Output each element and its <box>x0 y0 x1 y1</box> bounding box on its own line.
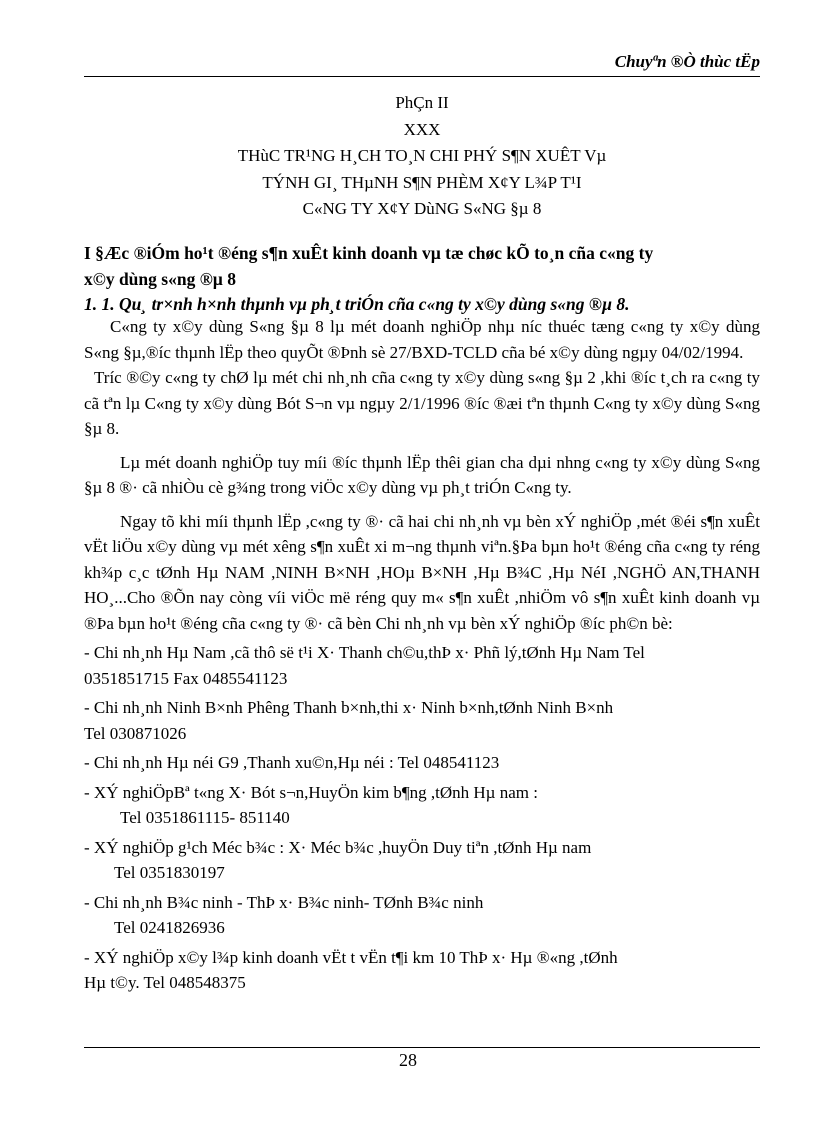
branch-item-6-detail: Tel 0241826936 <box>114 918 225 937</box>
chapter-heading <box>84 90 760 223</box>
branch-item-2: - Chi nh¸nh Ninh B×nh Phêng Thanh b×nh,thi x· Ninh b×nh,tØnh Ninh B×nh <box>84 698 614 717</box>
header-title: Chuyªn ®Ò thùc tËp <box>614 52 760 71</box>
subsection-title: 1. 1. Qu¸ tr×nh h×nh thµnh vµ ph¸t triÓn cña c«ng ty x©y dùng s«ng ®µ 8. <box>84 294 630 314</box>
heading-line-2: TÝNH GI¸ THµNH S¶N PHÈM X¢Y L¾P T¹I <box>262 172 582 192</box>
branch-item-2-detail: Tel 030871026 <box>84 723 187 743</box>
branch-item-6: - Chi nh¸nh B¾c ninh - ThÞ x· B¾c ninh- TØnh B¾c ninh <box>84 892 484 912</box>
page-number: 28 <box>399 1050 417 1070</box>
heading-part: PhÇn II <box>395 93 449 112</box>
footer-rule <box>84 1047 760 1048</box>
branch-item-7-detail: Hµ t©y. Tel 048548375 <box>84 973 246 992</box>
heading-line-3: C«NG TY X¢Y DùNG S«NG §µ 8 <box>302 199 542 218</box>
branch-item-5-detail: Tel 0351830197 <box>114 863 225 882</box>
branch-item-7: - XÝ nghiÖp x©y l¾p kinh doanh vËt t vËn t¶i km 10 ThÞ x· Hµ ®«ng ,tØnh <box>84 947 618 967</box>
branch-item-1: - Chi nh¸nh Hµ Nam ,cã thô së t¹i X· Thanh ch©u,thÞ x· Phñ lý,tØnh Hµ Nam Tel <box>84 643 645 662</box>
branch-list <box>84 640 760 996</box>
section-title-line-2: x©y dùng s«ng ®µ 8 <box>84 269 236 289</box>
branch-item-5: - XÝ nghiÖp g¹ch Méc b¾c : X· Méc b¾c ,huyÖn Duy tiªn ,tØnh Hµ nam <box>84 837 592 857</box>
paragraph-1: C«ng ty x©y dùng S«ng §µ 8 lµ mét doanh nghiÖp nhµ níc thuéc tæng c«ng ty x©y dùng S«ng §µ,®íc thµnh lËp theo quyÕt ®Þnh sè 27/BXD-TCLD cña bé x©y dùng ngµy 04/02/1994. <box>84 317 760 362</box>
heading-line-1: THùC TR¹NG H¸CH TO¸N CHI PHÝ S¶N XUÊT Vµ <box>237 146 607 165</box>
paragraph-2: Tríc ®©y c«ng ty chØ lµ mét chi nh¸nh cña c«ng ty x©y dùng s«ng §µ 2 ,khi ®íc t¸ch ra c«ng ty cã tªn lµ C«ng ty x©y dùng Bót S¬n vµ ngµy 2/1/1996 ®íc ®æi tªn thµnh C«ng ty x©y dùng S«ng §µ 8. <box>84 368 760 438</box>
section-title-line-1: I §Æc ®iÓm ho¹t ®éng s¶n xuÊt kinh doanh vµ tæ chøc kÕ to¸n cña c«ng ty <box>84 243 654 263</box>
section-title <box>84 240 760 292</box>
branch-item-1-detail: 0351851715 Fax 0485541123 <box>84 668 288 688</box>
heading-code: XXX <box>403 119 441 139</box>
paragraph-4: Ngay tõ khi míi thµnh lËp ,c«ng ty ®· cã hai chi nh¸nh vµ bèn xÝ nghiÖp ,mét ®éi s¶n xuÊt vËt liÖu x©y dùng vµ mét xêng s¶n xuÊt xi m¬ng thµnh viªn.§Þa bµn ho¹t ®éng cña c«ng ty réng kh¾p c¸c tØnh Hµ NAM ,NINH B×NH ,HOµ B×NH ,Hµ B¾C ,Hµ NéI ,NGHÖ AN,THANH HO¸...Cho ®Õn nay còng víi viÖc më réng quy m« s¶n xuÊt ,nhiÖm vô s¶n xuÊt kinh doanh vµ ®Þa bµn ho¹t ®éng cña c«ng ty ®· cã bèn Chi nh¸nh vµ bèn xÝ nghiÖp ®íc ph©n bè: <box>84 511 760 633</box>
header-rule <box>84 76 760 77</box>
branch-item-3: - Chi nh¸nh Hµ néi G9 ,Thanh xu©n,Hµ néi : Tel 048541123 <box>84 753 500 772</box>
branch-item-4-detail: Tel 0351861115- 851140 <box>120 808 290 827</box>
paragraph-3: Lµ mét doanh nghiÖp tuy míi ®íc thµnh lËp thêi gian cha dµi nhng c«ng ty x©y dùng S«ng §µ 8 ®· cã nhiÒu cè g¾ng trong viÖc x©y dùng vµ ph¸t triÓn C«ng ty. <box>84 452 760 497</box>
body-text <box>84 314 760 996</box>
branch-item-4: - XÝ nghiÖpBª t«ng X· Bót s¬n,HuyÖn kim b¶ng ,tØnh Hµ nam : <box>84 782 538 802</box>
